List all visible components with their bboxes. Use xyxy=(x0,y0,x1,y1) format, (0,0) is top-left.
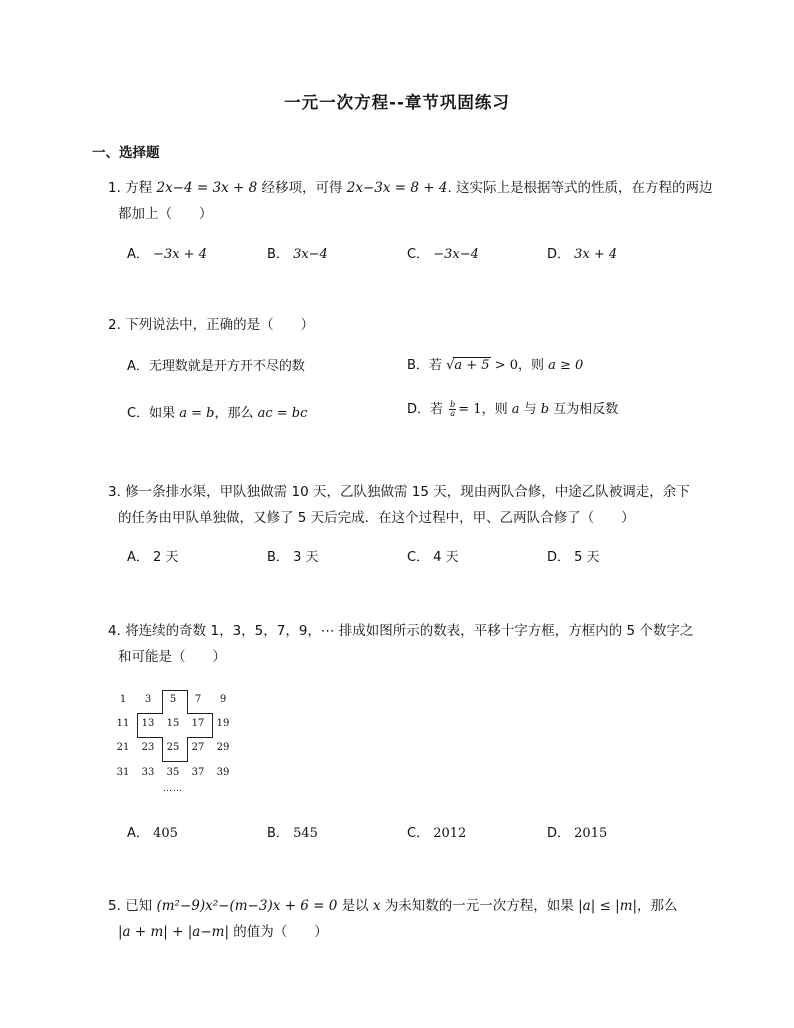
option-d[interactable] xyxy=(547,822,607,841)
option-letter: C． xyxy=(407,550,430,565)
grid-number: 3 xyxy=(144,694,152,705)
option-text: 5 天 xyxy=(574,550,600,565)
option-text: ，那么 xyxy=(214,406,254,421)
option-d[interactable] xyxy=(407,398,618,418)
option-letter: A． xyxy=(127,550,149,565)
option-text: −3x + 4 xyxy=(153,247,207,262)
option-d[interactable] xyxy=(547,546,600,565)
option-text: 2012 xyxy=(433,826,467,841)
question-text: 下列说法中，正确的是（ ） xyxy=(125,317,315,333)
question-1-line-2: 都加上（ ） xyxy=(118,206,213,222)
section-heading: 一、选择题 xyxy=(92,145,160,161)
grid-number: 35 xyxy=(166,767,180,778)
option-d[interactable] xyxy=(547,243,617,262)
question-text: 的值为（ ） xyxy=(233,924,328,940)
question-text: 将连续的奇数 1，3，5，7，9，⋯ 排成如图所示的数表，平移十字方框，方框内的 5 个数字之 xyxy=(125,623,694,639)
grid-number: 13 xyxy=(141,718,155,729)
grid-number: 17 xyxy=(191,718,205,729)
grid-number: 31 xyxy=(116,767,130,778)
option-text: −3x−4 xyxy=(433,247,479,262)
question-text: 方程 xyxy=(125,180,153,196)
page-title: 一元一次方程--章节巩固练习 xyxy=(284,93,510,112)
number-grid-figure xyxy=(110,690,240,800)
option-c[interactable] xyxy=(127,402,307,421)
option-b[interactable] xyxy=(267,822,318,841)
option-text: B．若 xyxy=(407,358,442,373)
math-expression: a + 5 xyxy=(454,358,490,373)
option-text: D．若 xyxy=(407,402,444,417)
option-a[interactable] xyxy=(127,243,207,262)
question-text: 已知 xyxy=(125,898,153,914)
math-expression: 2x−3x = 8 + 4 xyxy=(346,180,448,196)
option-a[interactable]: A．无理数就是开方开不尽的数 xyxy=(127,359,305,374)
question-2-stem xyxy=(108,313,314,337)
question-text: 是以 xyxy=(341,898,369,914)
math-expression: a = b xyxy=(179,406,215,421)
option-text: 3x + 4 xyxy=(574,247,618,262)
grid-number: 21 xyxy=(116,742,130,753)
option-letter: D． xyxy=(547,826,571,841)
option-letter: A． xyxy=(127,826,149,841)
grid-number: 27 xyxy=(191,742,205,753)
option-a[interactable] xyxy=(127,822,178,841)
question-text: ，那么 xyxy=(637,898,678,914)
option-letter: D． xyxy=(547,550,571,565)
question-3-line-2: 的任务由甲队单独做，又修了 5 天后完成．在这个过程中，甲、乙两队合修了（ ） xyxy=(118,510,635,526)
option-text: 3x−4 xyxy=(293,247,328,262)
option-b[interactable] xyxy=(267,243,328,262)
question-number: 1. xyxy=(108,180,121,196)
option-text: 与 xyxy=(523,402,537,417)
option-letter: D． xyxy=(547,247,571,262)
grid-number: 23 xyxy=(141,742,155,753)
question-text: 为未知数的一元一次方程，如果 xyxy=(384,898,574,914)
question-5-line-2 xyxy=(118,920,328,944)
grid-number: 25 xyxy=(166,742,180,753)
question-number: 5. xyxy=(108,898,121,914)
grid-number: 39 xyxy=(216,767,230,778)
question-number: 3. xyxy=(108,484,121,500)
question-1-line-1 xyxy=(108,176,713,200)
question-text: 修一条排水渠，甲队独做需 10 天，乙队独做需 15 天，现由两队合修，中途乙队被调走，余下 xyxy=(125,484,690,500)
grid-number: 11 xyxy=(116,718,130,729)
grid-number: 37 xyxy=(191,767,205,778)
question-number: 4. xyxy=(108,623,121,639)
grid-number: 9 xyxy=(219,694,227,705)
option-letter: B． xyxy=(267,550,289,565)
option-text: 2015 xyxy=(574,826,608,841)
option-text: = 1，则 xyxy=(458,402,508,417)
option-text: C．如果 xyxy=(127,406,176,421)
option-text: 2 天 xyxy=(153,550,179,565)
option-text: 405 xyxy=(153,826,178,841)
option-letter: B． xyxy=(267,826,289,841)
option-c[interactable] xyxy=(407,243,479,262)
fraction-numerator: b xyxy=(450,400,456,409)
question-5-line-1 xyxy=(108,894,678,918)
question-4-line-1 xyxy=(108,619,693,643)
grid-number: 15 xyxy=(166,718,180,729)
math-expression: b xyxy=(540,402,550,417)
option-b[interactable] xyxy=(407,354,583,373)
option-c[interactable] xyxy=(407,546,459,565)
option-letter: C． xyxy=(407,247,430,262)
option-letter: C． xyxy=(407,826,430,841)
grid-number: 7 xyxy=(194,694,202,705)
math-expression: (m²−9)x²−(m−3)x + 6 = 0 xyxy=(156,898,338,914)
option-b[interactable] xyxy=(267,546,318,565)
continuation-dots: …… xyxy=(163,784,183,794)
fraction-denominator: a xyxy=(450,409,456,418)
option-letter: A． xyxy=(127,247,149,262)
option-text: 545 xyxy=(293,826,318,841)
math-expression: a xyxy=(511,402,520,417)
math-expression: 2x−4 = 3x + 8 xyxy=(156,180,258,196)
math-expression: x xyxy=(372,898,381,914)
question-4-line-2: 和可能是（ ） xyxy=(118,649,226,665)
math-expression: |a + m| + |a−m| xyxy=(118,924,229,940)
math-expression: |a| ≤ |m| xyxy=(578,898,638,914)
option-text: 互为相反数 xyxy=(553,402,619,417)
grid-number: 29 xyxy=(216,742,230,753)
question-number: 2. xyxy=(108,317,121,333)
option-letter: B． xyxy=(267,247,289,262)
sqrt-sign: √ xyxy=(446,358,455,373)
fraction xyxy=(449,401,456,418)
grid-number: 19 xyxy=(216,718,230,729)
option-text: 4 天 xyxy=(433,550,459,565)
option-text: 3 天 xyxy=(293,550,319,565)
math-expression: ac = bc xyxy=(257,406,308,421)
question-3-line-1 xyxy=(108,480,690,504)
grid-number: 5 xyxy=(169,694,177,705)
question-text: . 这实际上是根据等式的性质，在方程的两边 xyxy=(447,180,713,196)
option-a[interactable] xyxy=(127,546,178,565)
question-text: 经移项，可得 xyxy=(261,180,343,196)
option-c[interactable] xyxy=(407,822,466,841)
math-expression: a ≥ 0 xyxy=(548,358,584,373)
option-text: > 0，则 xyxy=(494,358,544,373)
grid-number: 33 xyxy=(141,767,155,778)
grid-number: 1 xyxy=(119,694,127,705)
